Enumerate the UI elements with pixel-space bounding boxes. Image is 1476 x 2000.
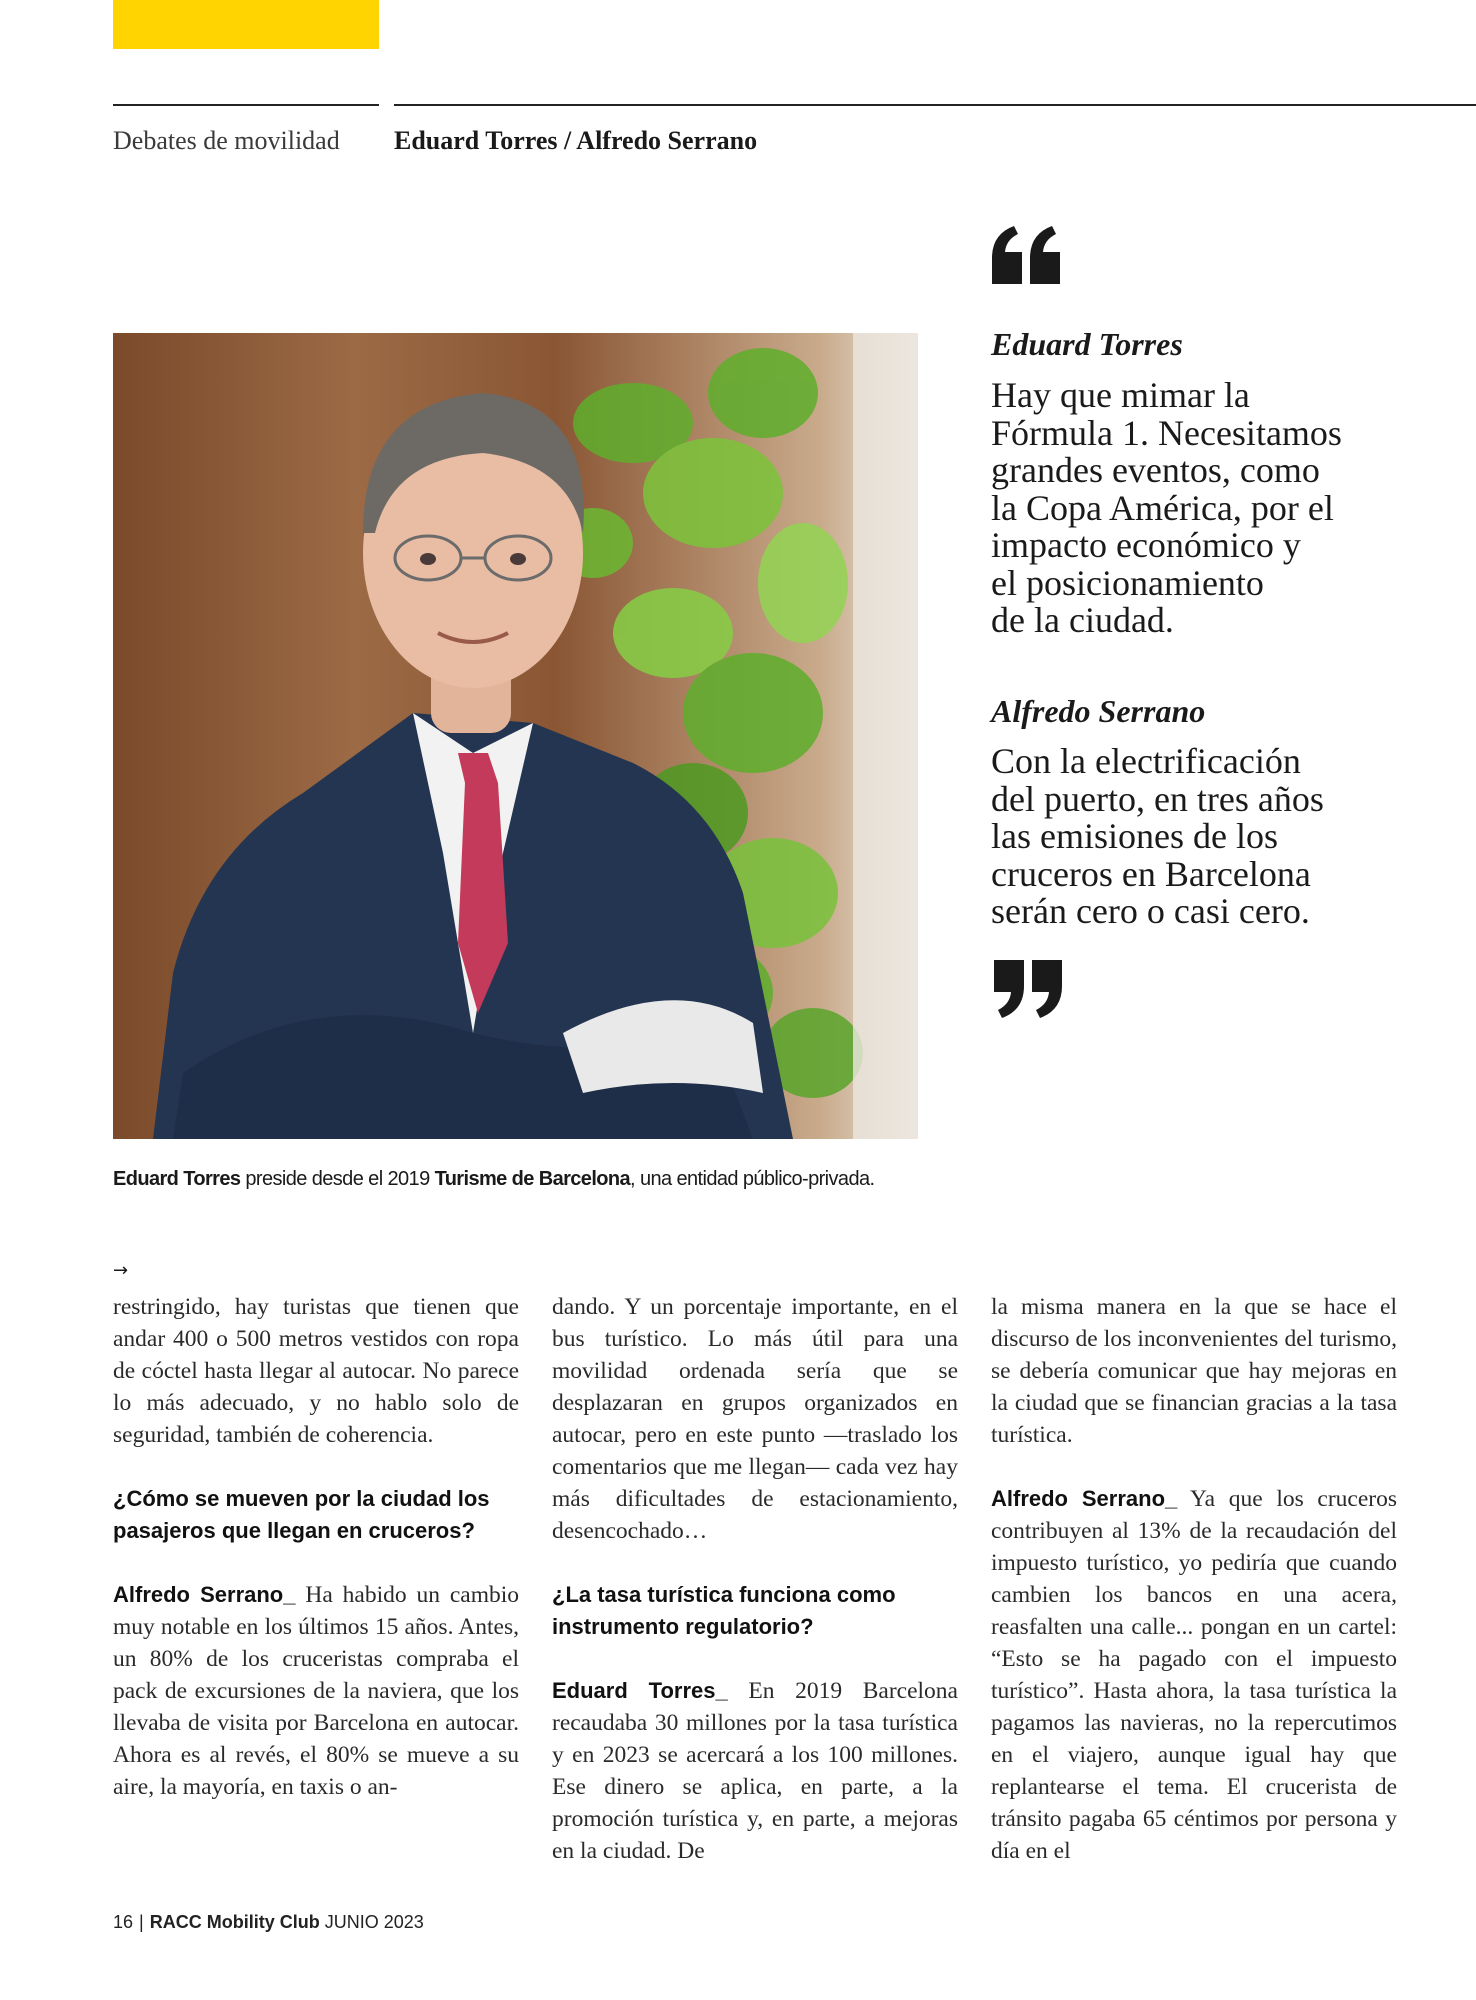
close-quote-icon (992, 960, 1062, 1018)
pull-quote-text-1 (991, 377, 1431, 640)
column-3-paragraph-1: la misma manera en la que se hace el discurso de los inconvenientes del turismo, se debería comunicar que hay mejoras en la ciudad que se financian gracias a la tasa turística. (991, 1294, 1397, 1448)
pull-quote-2-line: serán cero o casi cero. (991, 891, 1310, 931)
open-quote-icon (992, 226, 1062, 284)
section-label: Debates de movilidad (113, 126, 340, 155)
column-3-answer (991, 1483, 1397, 1867)
header-rule-right (394, 104, 1476, 106)
body-column-2 (552, 1291, 958, 1867)
body-column-3 (991, 1291, 1397, 1867)
caption-mid: preside desde el 2019 (240, 1168, 435, 1190)
pull-quote-2-line: las emisiones de los (991, 816, 1278, 856)
pull-quote-2-line: Con la electrificación (991, 741, 1301, 781)
column-1-answer (113, 1579, 519, 1803)
portrait-illustration (113, 333, 918, 1139)
footer-issue: JUNIO 2023 (324, 1912, 424, 1932)
photo-caption (113, 1168, 874, 1191)
column-1-question: ¿Cómo se mueven por la ciudad los pasajeros que llegan en cruceros? (113, 1486, 490, 1543)
pull-quote-2-line: cruceros en Barcelona (991, 853, 1311, 894)
pull-quote-1-line: el posicionamiento (991, 562, 1264, 603)
footer-brand: RACC Mobility Club (149, 1912, 320, 1932)
speaker-label: Eduard Torres_ (552, 1678, 728, 1703)
speaker-label: Alfredo Serrano_ (113, 1582, 296, 1607)
pull-quote-1-line: de la ciudad. (991, 600, 1174, 640)
pull-quote-1-line: Fórmula 1. Necesitamos (991, 412, 1342, 453)
answer-text: Ha habido un cambio muy notable en los últimos 15 años. Antes, un 80% de los cruceristas compraba el pack de excursiones de la naviera, que los llevaba de visita por Barcelona en autocar. Ahora es al revés, el 80% se mueve a su aire, la mayoría, en taxis o an- (113, 1582, 520, 1800)
answer-text: En 2019 Barcelona recaudaba 30 millones por la tasa turística y en 2023 se acercará a los 100 millones. Ese dinero se aplica, en parte, a la promoción turística y, en parte, a mejoras en la ciudad. De (552, 1678, 958, 1864)
footer-separator: | (139, 1912, 144, 1932)
column-1-paragraph-1: restringido, hay turistas que tienen que andar 400 o 500 metros vestidos con ropa de cóctel hasta llegar al autocar. No parece lo más adecuado, y no hablo solo de seguridad, también de coherencia. (113, 1294, 519, 1448)
pull-quote-name-2: Alfredo Serrano (991, 693, 1206, 729)
page-footer (113, 1912, 424, 1933)
pull-quote-name-1: Eduard Torres (991, 326, 1183, 362)
continuation-arrow-icon: → (113, 1260, 129, 1281)
pull-quote-1-line: la Copa América, por el (991, 487, 1334, 528)
caption-end: , una entidad público-privada. (630, 1168, 875, 1190)
authors-label: Eduard Torres / Alfredo Serrano (394, 126, 758, 155)
answer-text: Ya que los cruceros contribuyen al 13% de la recaudación del impuesto turístico, yo pediría que cuando cambien los bancos en una acera, reasfalten una calle... pongan en un cartel: “Esto se ha pagado con el impuesto turístico”. Hasta ahora, la tasa turística la pagamos las navieras, no la repercutimos en el viajero, aunque igual hay que replantearse el tema. El crucerista de tránsito pagaba 65 céntimos por persona y día en el (991, 1486, 1398, 1864)
body-column-1 (113, 1291, 519, 1803)
header-rule-left (113, 104, 379, 106)
speaker-label: Alfredo Serrano_ (991, 1486, 1178, 1511)
yellow-accent-tab (113, 0, 379, 49)
page-number: 16 (113, 1912, 134, 1932)
pull-quote-text-2 (991, 743, 1431, 931)
pull-quote-1-line: grandes eventos, como (991, 450, 1320, 490)
pull-quote-1-line: impacto económico y (991, 525, 1301, 565)
pull-quote-1-line: Hay que mimar la (991, 375, 1250, 415)
portrait-photo (113, 333, 918, 1139)
column-2-paragraph-1: dando. Y un porcentaje importante, en el bus turístico. Lo más útil para una movilidad ordenada sería que se desplazaran en grupos organizados en autocar, pero en este punto —traslado los comentarios que me llegan— cada vez hay más dificultades de estacionamiento, desencochado… (552, 1294, 958, 1544)
pull-quote-2-line: del puerto, en tres años (991, 778, 1324, 819)
caption-name: Eduard Torres (113, 1168, 241, 1190)
caption-org: Turisme de Barcelona (434, 1168, 631, 1190)
column-2-question: ¿La tasa turística funciona como instrumento regulatorio? (552, 1582, 896, 1639)
column-2-answer (552, 1675, 958, 1867)
